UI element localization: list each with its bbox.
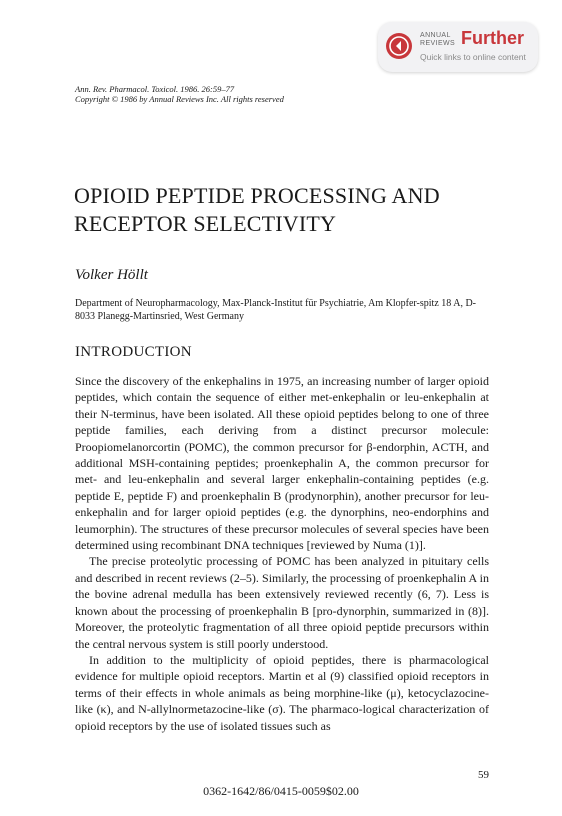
badge-annual-label: ANNUAL [420, 32, 451, 39]
badge-tagline: Quick links to online content [420, 52, 526, 62]
further-links-badge[interactable] [378, 22, 538, 72]
paragraph: Since the discovery of the enkephalins in 1975, an increasing number of larger opioid peptides, which contain the sequence of either met-enkephalin or leu-enkephalin at their N-terminus, have been isolated. All these opioid peptides belong to one of three peptide families, each deriving from a distinct precursor molecule: Proopiomelanorcortin (POMC), the common precursor for β-endorphin, ACTH, and additional MSH-containing peptides; proenkephalin A, the common precursor for met- and leu-enkephalin and several larger enkephalin-containing peptides (e.g. peptide E, peptide F) and proenkephalin B (prodynorphin), another precursor for leu-enkephalin and for larger opioid peptides (e.g. the dynorphins, neo-endorphins and leumorphin). The structures of these precursor molecules of several species have been determined using recombinant DNA techniques [reviewed by Numa (1)]. [75, 374, 489, 553]
footer-code: 0362-1642/86/0415-0059$02.00 [203, 784, 359, 798]
author-name: Volker Höllt [75, 267, 148, 283]
badge-reviews-label: REVIEWS [420, 40, 456, 47]
page-number: 59 [478, 769, 489, 781]
badge-further-label: Further [461, 28, 524, 48]
journal-citation: Ann. Rev. Pharmacol. Toxicol. 1986. 26:59–77 [75, 84, 235, 94]
article-body [75, 373, 489, 734]
copyright-notice: Copyright © 1986 by Annual Reviews Inc. All rights reserved [75, 94, 284, 104]
author-affiliation: Department of Neuropharmacology, Max-Planck-Institut für Psychiatrie, Am Klopfer-spitz 18 A, D- 8033 Planegg-Martinsried, West Germany [75, 298, 476, 322]
play-arrow-icon [386, 33, 412, 59]
section-heading: INTRODUCTION [75, 344, 192, 360]
paragraph: In addition to the multiplicity of opioid peptides, there is pharmacological evidence for multiple opioid receptors. Martin et al (9) classified opioid receptors in terms of their effects in whole animals as being morphine-like (μ), ketocyclazocine-like (κ), and N-allylnormetazocine-like (σ). The pharmaco-logical characterization of opioid receptors by the use of isolated tissues such as [75, 652, 489, 733]
article-title: OPIOID PEPTIDE PROCESSING AND RECEPTOR SELECTIVITY [74, 183, 440, 236]
paragraph: The precise proteolytic processing of POMC has been analyzed in pituitary cells and described in recent reviews (2–5). Similarly, the processing of proenkephalin A in the bovine adrenal medulla has been extensively reviewed recently (6, 7). Less is known about the processing of proenkephalin B [pro-dynorphin, summarized in (8)]. Moreover, the proteolytic fragmentation of all three opioid peptide precursors within the central nervous system is still poorly understood. [75, 554, 489, 651]
